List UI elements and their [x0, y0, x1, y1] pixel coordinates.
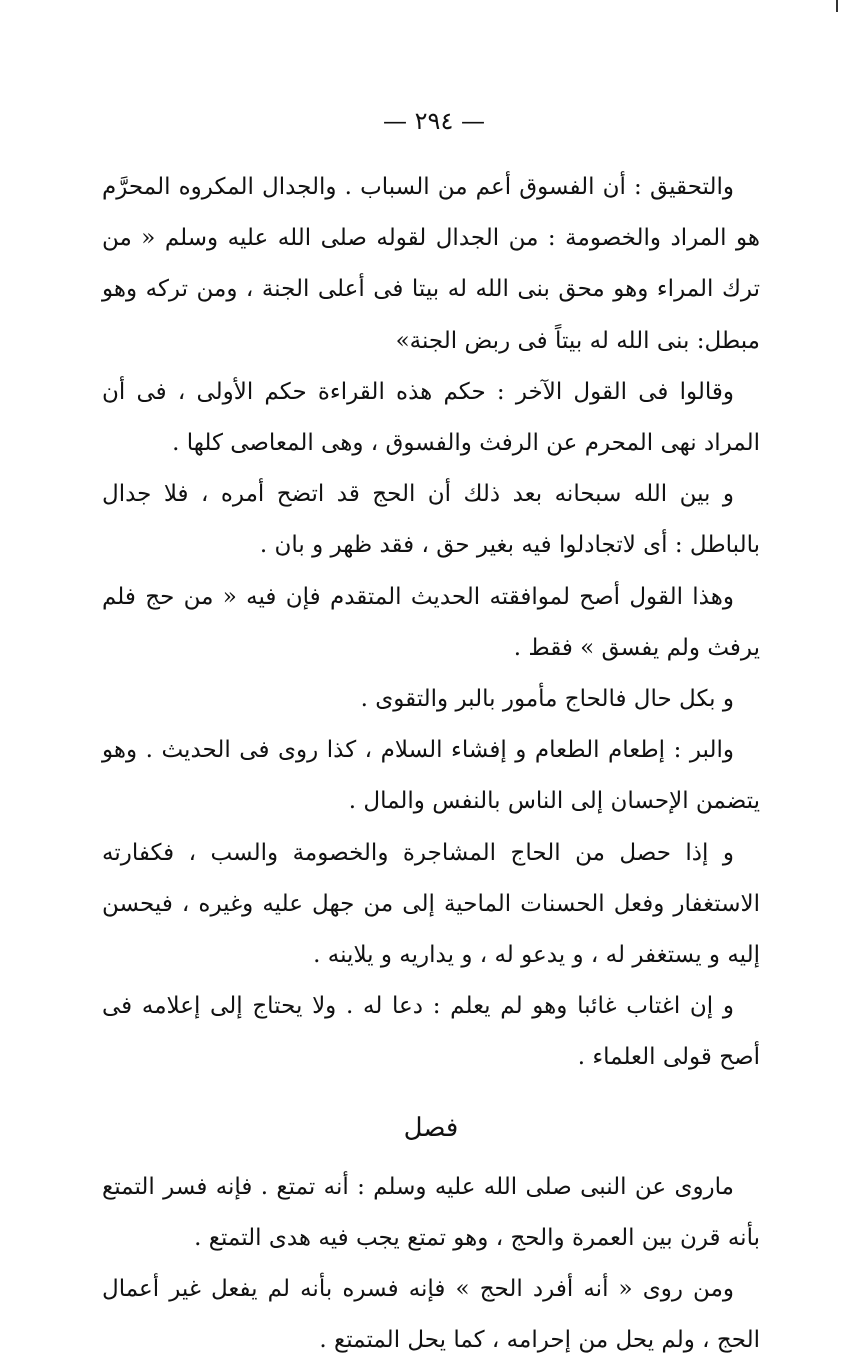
- paragraph-4: وهذا القول أصح لموافقته الحديث المتقدم فإن فيه « من حج فلم يرفث ولم يفسق » فقط .: [102, 583, 760, 661]
- paragraph-6: والبر : إطعام الطعام و إفشاء السلام ، كذا روى فى الحديث . وهو يتضمن الإحسان إلى الناس بالنفس والمال .: [102, 737, 760, 815]
- paragraph-1: والتحقيق : أن الفسوق أعم من السباب . والجدال المكروه المحرَّم هو المراد والخصومة : من الجدال لقوله صلى الله عليه وسلم « من ترك المراء وهو محق بنى الله له بيتا فى أعلى الجنة ، ومن تركه وهو مبطل: بنى الله له بيتاً فى ربض الجنة»: [102, 174, 760, 354]
- paragraph-7: و إذا حصل من الحاج المشاجرة والخصومة والسب ، فكفارته الاستغفار وفعل الحسنات الماحية إلى من جهل عليه وغيره ، فيحسن إليه و يستغفر له ، و يدعو له ، و يداريه و يلاينه .: [102, 839, 760, 969]
- paragraph-2: وقالوا فى القول الآخر : حكم هذه القراءة حكم الأولى ، فى أن المراد نهى المحرم عن الرفث والفسوق ، وهى المعاصى كلها .: [102, 378, 760, 457]
- scan-mark: [836, 0, 838, 12]
- section-heading: فصل: [403, 1112, 459, 1143]
- paragraph-10: ومن روى « أنه أفرد الحج » فإنه فسره بأنه لم يفعل غير أعمال الحج ، ولم يحل من إحرامه ، كما يحل المتمتع .: [102, 1276, 760, 1354]
- page-number: — ٢٩٤ —: [383, 107, 485, 135]
- paragraph-3: و بين الله سبحانه بعد ذلك أن الحج قد اتضح أمره ، فلا جدال بالباطل : أى لاتجادلوا فيه بغير حق ، فقد ظهر و بان .: [102, 481, 760, 559]
- page-text: [102, 162, 760, 1366]
- paragraph-8: و إن اغتاب غائبا وهو لم يعلم : دعا له . ولا يحتاج إلى إعلامه فى أصح قولى العلماء .: [102, 993, 760, 1071]
- paragraph-9: ماروى عن النبى صلى الله عليه وسلم : أنه تمتع . فإنه فسر التمتع بأنه قرن بين العمرة والحج ، وهو تمتع يجب فيه هدى التمتع .: [102, 1173, 760, 1251]
- paragraph-5: و بكل حال فالحاج مأمور بالبر والتقوى .: [360, 686, 734, 713]
